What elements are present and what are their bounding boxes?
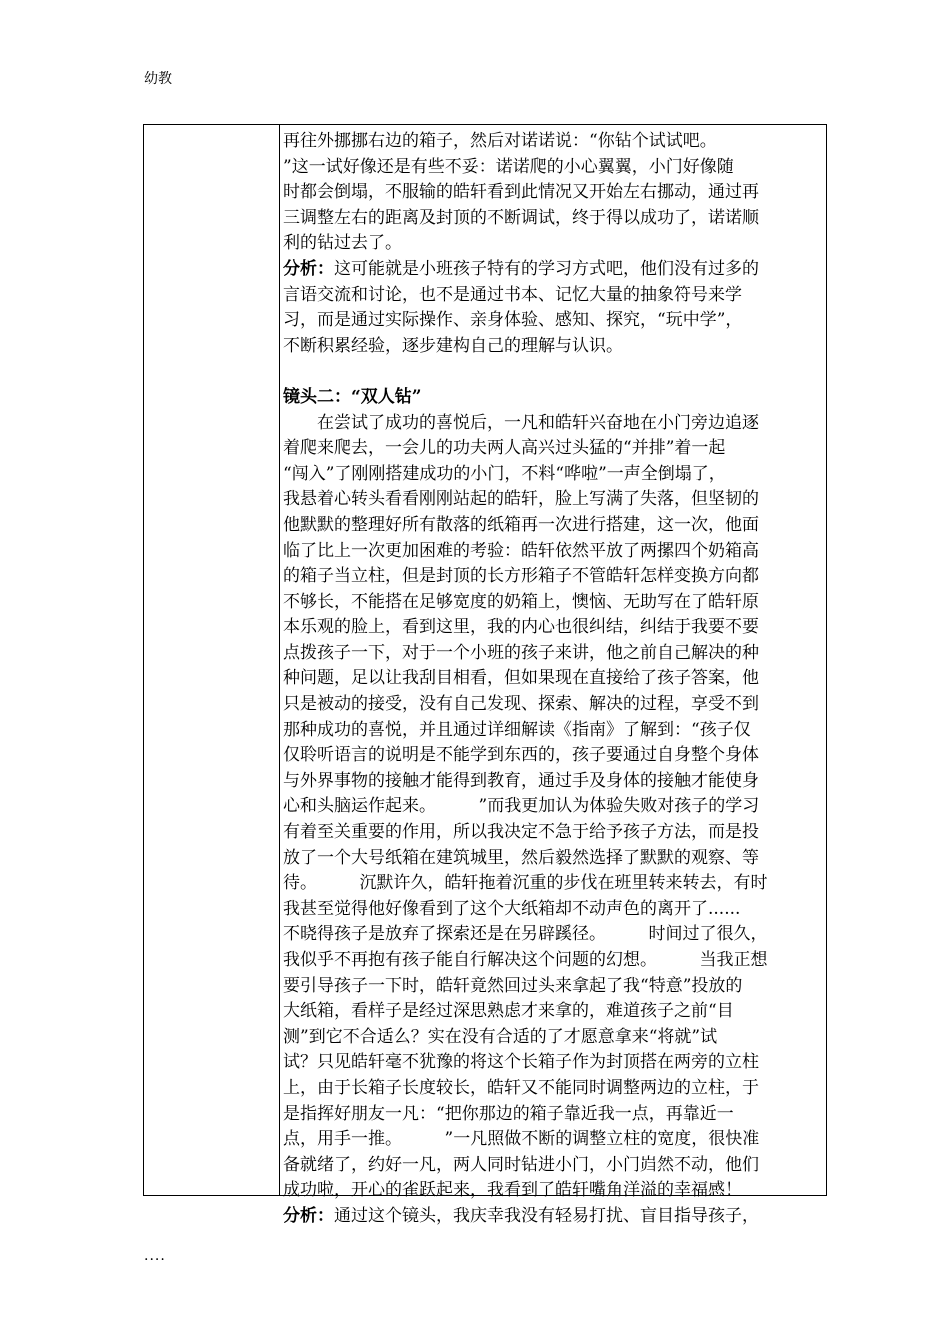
paragraph-line: 三调整左右的距离及封顶的不断调试，终于得以成功了，诺诺顺	[283, 207, 759, 228]
scene-line: 着爬来爬去，一会儿的功夫两人高兴过头猛的“并排”着一起	[283, 438, 726, 459]
analysis-line: 言语交流和讨论，也不是通过书本、记忆大量的抽象符号来学	[283, 284, 742, 305]
content-table	[143, 124, 827, 1226]
scene-line: 我甚至觉得他好像看到了这个大纸箱却不动声色的离开了......	[283, 898, 741, 919]
paragraph-line: 时都会倒塌，不服输的皓轩看到此情况又开始左右挪动，通过再	[283, 182, 759, 203]
scene-line: 临了比上一次更加困难的考验：皓轩依然平放了两摞四个奶箱高	[283, 540, 759, 561]
scene-line: 点拨孩子一下，对于一个小班的孩子来讲，他之前自己解决的种	[283, 642, 759, 663]
scene-line: 本乐观的脸上，看到这里，我的内心也很纠结，纠结于我要不要	[283, 617, 759, 638]
analysis-text: 这可能就是小班孩子特有的学习方式吧，他们没有过多的	[334, 258, 759, 279]
scene-line: 上，由于长箱子长度较长，皓轩又不能同时调整两边的立柱，于	[283, 1077, 759, 1098]
scene-line: 大纸箱，看样子是经过深思熟虑才来拿的，难道孩子之前“目	[283, 1001, 734, 1022]
paragraph-line: 再往外挪挪右边的箱子，然后对诺诺说：“你钻个试试吧。	[283, 131, 717, 151]
paragraph-line: ”这一试好像还是有些不妥：诺诺爬的小心翼翼，小门好像随	[283, 156, 734, 177]
scene-line: 那种成功的喜悦，并且通过详细解读《指南》了解到：“孩子仅	[283, 719, 751, 740]
scene-title: 镜头二：“双人钻”	[283, 386, 422, 407]
analysis-line	[283, 1204, 823, 1230]
scene-line: 我悬着心转头看看刚刚站起的皓轩，脸上写满了失落，但坚韧的	[283, 489, 759, 510]
scene-line: 不晓得孩子是放弃了探索还是在另辟蹊径。 时间过了很久，	[283, 924, 768, 945]
scene-line: 我似乎不再抱有孩子能自行解决这个问题的幻想。 当我正想	[283, 950, 768, 970]
analysis-label: 分析：	[283, 258, 334, 279]
scene-line: 的箱子当立柱，但是封顶的长方形箱子不管皓轩怎样变换方向都	[283, 566, 759, 587]
page-header: 幼教	[144, 71, 172, 87]
paragraph-line: 利的钻过去了。	[283, 233, 402, 254]
scene-line: 试？只见皓轩毫不犹豫的将这个长箱子作为封顶搭在两旁的立柱	[283, 1052, 759, 1073]
scene-line: 仅聆听语言的说明是不能学到东西的，孩子要通过自身整个身体	[283, 745, 759, 766]
scene-line: 点，用手一推。 ”一凡照做不断的调整立柱的宽度，很快准	[283, 1129, 760, 1150]
blank-line	[283, 359, 823, 385]
content-cell	[283, 129, 823, 1230]
scene-line: 在尝试了成功的喜悦后，一凡和皓轩兴奋地在小门旁边追逐	[283, 412, 759, 433]
scene-line: 种问题，足以让我刮目相看，但如果现在直接给了孩子答案，他	[283, 668, 759, 689]
scene-line: 他默默的整理好所有散落的纸箱再一次进行搭建，这一次，他面	[283, 514, 759, 535]
scene-line: 测”到它不合适么？实在没有合适的了才愿意拿来“将就”试	[283, 1026, 718, 1047]
scene-line: 心和头脑运作起来。 ”而我更加认为体验失败对孩子的学习	[283, 796, 760, 817]
scene-line: 备就绪了，约好一凡，两人同时钻进小门，小门岿然不动，他们	[283, 1154, 759, 1175]
analysis-line	[283, 257, 823, 283]
scene-line: 放了一个大号纸箱在建筑城里，然后毅然选择了默默的观察、等	[283, 847, 759, 868]
scene-line: 不够长，不能搭在足够宽度的奶箱上，懊恼、无助写在了皓轩原	[283, 591, 759, 612]
scene-line: 要引导孩子一下时，皓轩竟然回过头来拿起了我“特意”投放的	[283, 975, 743, 996]
scene-line: 成功啦，开心的雀跃起来，我看到了皓轩嘴角洋溢的幸福感！	[283, 1180, 742, 1201]
analysis-text: 通过这个镜头，我庆幸我没有轻易打扰、盲目指导孩子，	[334, 1205, 759, 1226]
page-footer: ....	[144, 1248, 166, 1264]
scene-line: 是指挥好朋友一凡：“把你那边的箱子靠近我一点，再靠近一	[283, 1103, 734, 1124]
analysis-label: 分析：	[283, 1205, 334, 1226]
scene-line: 只是被动的接受，没有自己发现、探索、解决的过程，享受不到	[283, 694, 759, 715]
analysis-line: 习，而是通过实际操作、亲身体验、感知、探究，“玩中学”，	[283, 310, 743, 331]
scene-line: 有着至关重要的作用，所以我决定不急于给予孩子方法，而是投	[283, 822, 759, 843]
scene-line: 与外界事物的接触才能得到教育，通过手及身体的接触才能使身	[283, 770, 759, 791]
scene-line: “闯入”了刚刚搭建成功的小门，不料“哗啦”一声全倒塌了，	[283, 463, 726, 484]
scene-line: 待。 沉默许久，皓轩拖着沉重的步伐在班里转来转去，有时	[283, 873, 768, 894]
column-divider	[279, 125, 280, 1195]
analysis-line: 不断积累经验，逐步建构自己的理解与认识。	[283, 335, 623, 356]
